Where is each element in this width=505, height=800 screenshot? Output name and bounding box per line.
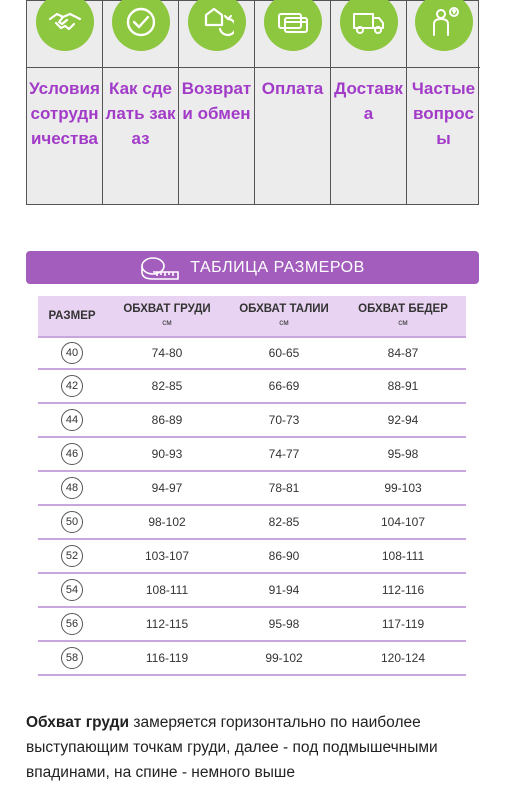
chest-cell: 98-102 <box>148 515 186 529</box>
size-badge: 42 <box>61 375 83 397</box>
table-row <box>38 370 466 404</box>
info-label-delivery: Доставка <box>334 79 403 123</box>
column-header-size: РАЗМЕР <box>48 310 96 322</box>
description-term: Обхват груди <box>26 714 130 731</box>
size-badge: 46 <box>61 443 83 465</box>
table-row <box>38 642 466 676</box>
info-label-how-to-order: Как сделать заказ <box>105 79 176 148</box>
table-row <box>38 574 466 608</box>
size-table-title: ТАБЛИЦА РАЗМЕРОВ <box>190 258 365 276</box>
hips-cell: 95-98 <box>387 447 419 461</box>
chest-cell: 74-80 <box>151 346 183 360</box>
waist-cell: 66-69 <box>268 379 300 393</box>
waist-cell: 86-90 <box>268 549 300 563</box>
hips-cell: 117-119 <box>381 617 425 631</box>
waist-cell: 95-98 <box>268 617 300 631</box>
size-badge: 56 <box>61 613 83 635</box>
column-header-chest: ОБХВАТ ГРУДИ см <box>123 303 211 327</box>
chest-cell: 116-119 <box>145 651 189 665</box>
size-table-column-headers <box>38 296 466 336</box>
hips-cell: 112-116 <box>381 583 425 597</box>
column-header-waist: ОБХВАТ ТАЛИИ см <box>239 303 329 327</box>
measuring-tape-icon <box>140 255 180 281</box>
waist-cell: 78-81 <box>268 481 300 495</box>
return-icon <box>188 0 246 51</box>
measurement-description <box>26 710 486 785</box>
info-label-terms: Условия сотрудничества <box>29 79 100 148</box>
hips-cell: 104-107 <box>380 515 426 529</box>
table-row <box>38 608 466 642</box>
credit-card-icon <box>264 0 322 51</box>
chest-cell: 108-111 <box>145 583 189 597</box>
hips-cell: 99-103 <box>384 481 422 495</box>
column-header-hips: ОБХВАТ БЕДЕР см <box>358 303 448 327</box>
size-table <box>38 296 466 676</box>
hips-cell: 108-111 <box>381 549 425 563</box>
info-label-payment: Оплата <box>261 79 324 98</box>
chest-cell: 90-93 <box>151 447 183 461</box>
size-badge: 50 <box>61 511 83 533</box>
info-item-faq[interactable] <box>407 1 480 204</box>
info-label-faq: Частые вопросы <box>411 79 476 148</box>
info-item-delivery[interactable] <box>331 1 407 204</box>
chest-cell: 86-89 <box>151 413 183 427</box>
description-text: замеряется горизонтально по наиболее выступающим точкам груди, далее - под подмышечными впадинами, на спине - немного выше <box>26 714 438 781</box>
size-badge: 44 <box>61 409 83 431</box>
info-grid <box>26 0 479 205</box>
faq-person-icon <box>415 0 473 51</box>
table-row <box>38 404 466 438</box>
size-badge: 54 <box>61 579 83 601</box>
size-table-body <box>38 336 466 676</box>
info-item-payment[interactable] <box>255 1 331 204</box>
waist-cell: 74-77 <box>268 447 300 461</box>
handshake-icon <box>36 0 94 51</box>
hips-cell: 120-124 <box>380 651 426 665</box>
size-badge: 40 <box>61 342 83 364</box>
table-row <box>38 438 466 472</box>
table-row <box>38 472 466 506</box>
size-badge: 52 <box>61 545 83 567</box>
waist-cell: 82-85 <box>268 515 300 529</box>
table-row <box>38 336 466 370</box>
info-label-returns: Возврат и обмен <box>181 79 252 123</box>
size-table-header <box>26 251 479 284</box>
hips-cell: 88-91 <box>387 379 419 393</box>
waist-cell: 99-102 <box>265 651 303 665</box>
checkmark-icon <box>112 0 170 51</box>
info-item-returns[interactable] <box>179 1 255 204</box>
table-row <box>38 506 466 540</box>
delivery-truck-icon <box>340 0 398 51</box>
waist-cell: 91-94 <box>268 583 300 597</box>
waist-cell: 60-65 <box>268 346 300 360</box>
chest-cell: 82-85 <box>151 379 183 393</box>
chest-cell: 103-107 <box>144 549 190 563</box>
hips-cell: 84-87 <box>387 346 419 360</box>
size-badge: 58 <box>61 647 83 669</box>
info-item-how-to-order[interactable] <box>103 1 179 204</box>
info-item-terms[interactable] <box>27 1 103 204</box>
table-row <box>38 540 466 574</box>
size-badge: 48 <box>61 477 83 499</box>
hips-cell: 92-94 <box>387 413 419 427</box>
chest-cell: 94-97 <box>151 481 183 495</box>
waist-cell: 70-73 <box>268 413 300 427</box>
chest-cell: 112-115 <box>145 617 189 631</box>
